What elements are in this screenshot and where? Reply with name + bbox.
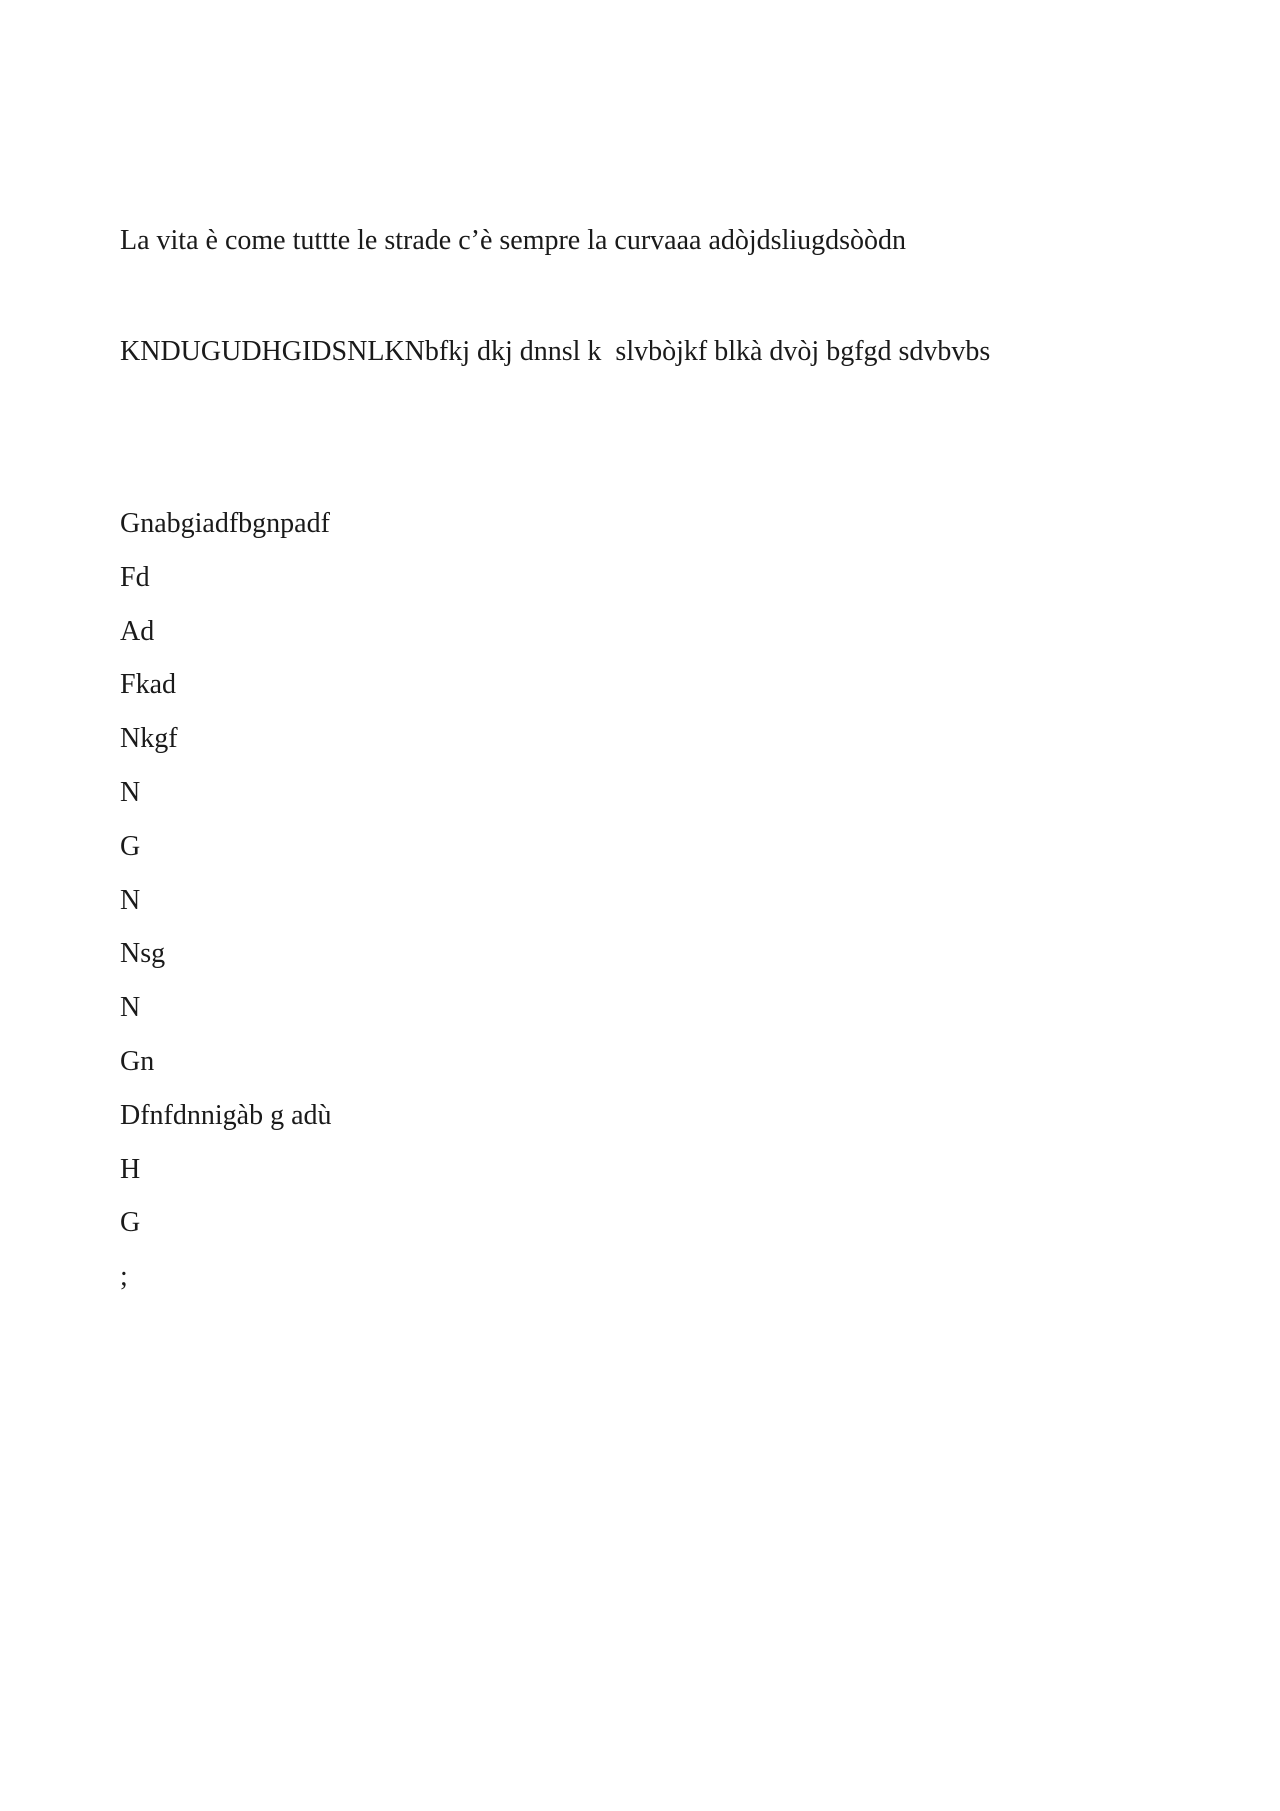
document-body xyxy=(120,148,1160,1312)
text-line: H xyxy=(120,1153,141,1185)
text-line: N xyxy=(120,884,141,916)
text-line: G xyxy=(120,830,141,862)
text-line: Nkgf xyxy=(120,723,178,755)
text-line: Fkad xyxy=(120,669,176,701)
text-line: Gnabgiadfbgnpadf xyxy=(120,508,330,539)
intro-line: La vita è come tuttte le strade c’è sempre la curvaaa adòjdsliugdsòòdn xyxy=(120,225,907,256)
text-line: G xyxy=(120,1207,141,1239)
text-line: N xyxy=(120,992,141,1024)
intro-paragraph xyxy=(120,148,1160,444)
text-line: Dfnfdnnigàb g adù xyxy=(120,1099,332,1131)
text-line: Nsg xyxy=(120,938,166,970)
line-list xyxy=(120,505,1160,1312)
intro-line: KNDUGUDHGIDSNLKNbfkj dkj dnnsl k slvbòjkf blkà dvòj bgfgd sdvbvbs xyxy=(120,336,991,367)
text-line: Gn xyxy=(120,1045,155,1077)
text-line: N xyxy=(120,776,141,808)
text-line: Ad xyxy=(120,615,155,647)
text-line: Fd xyxy=(120,561,150,593)
text-line: ; xyxy=(120,1261,128,1293)
